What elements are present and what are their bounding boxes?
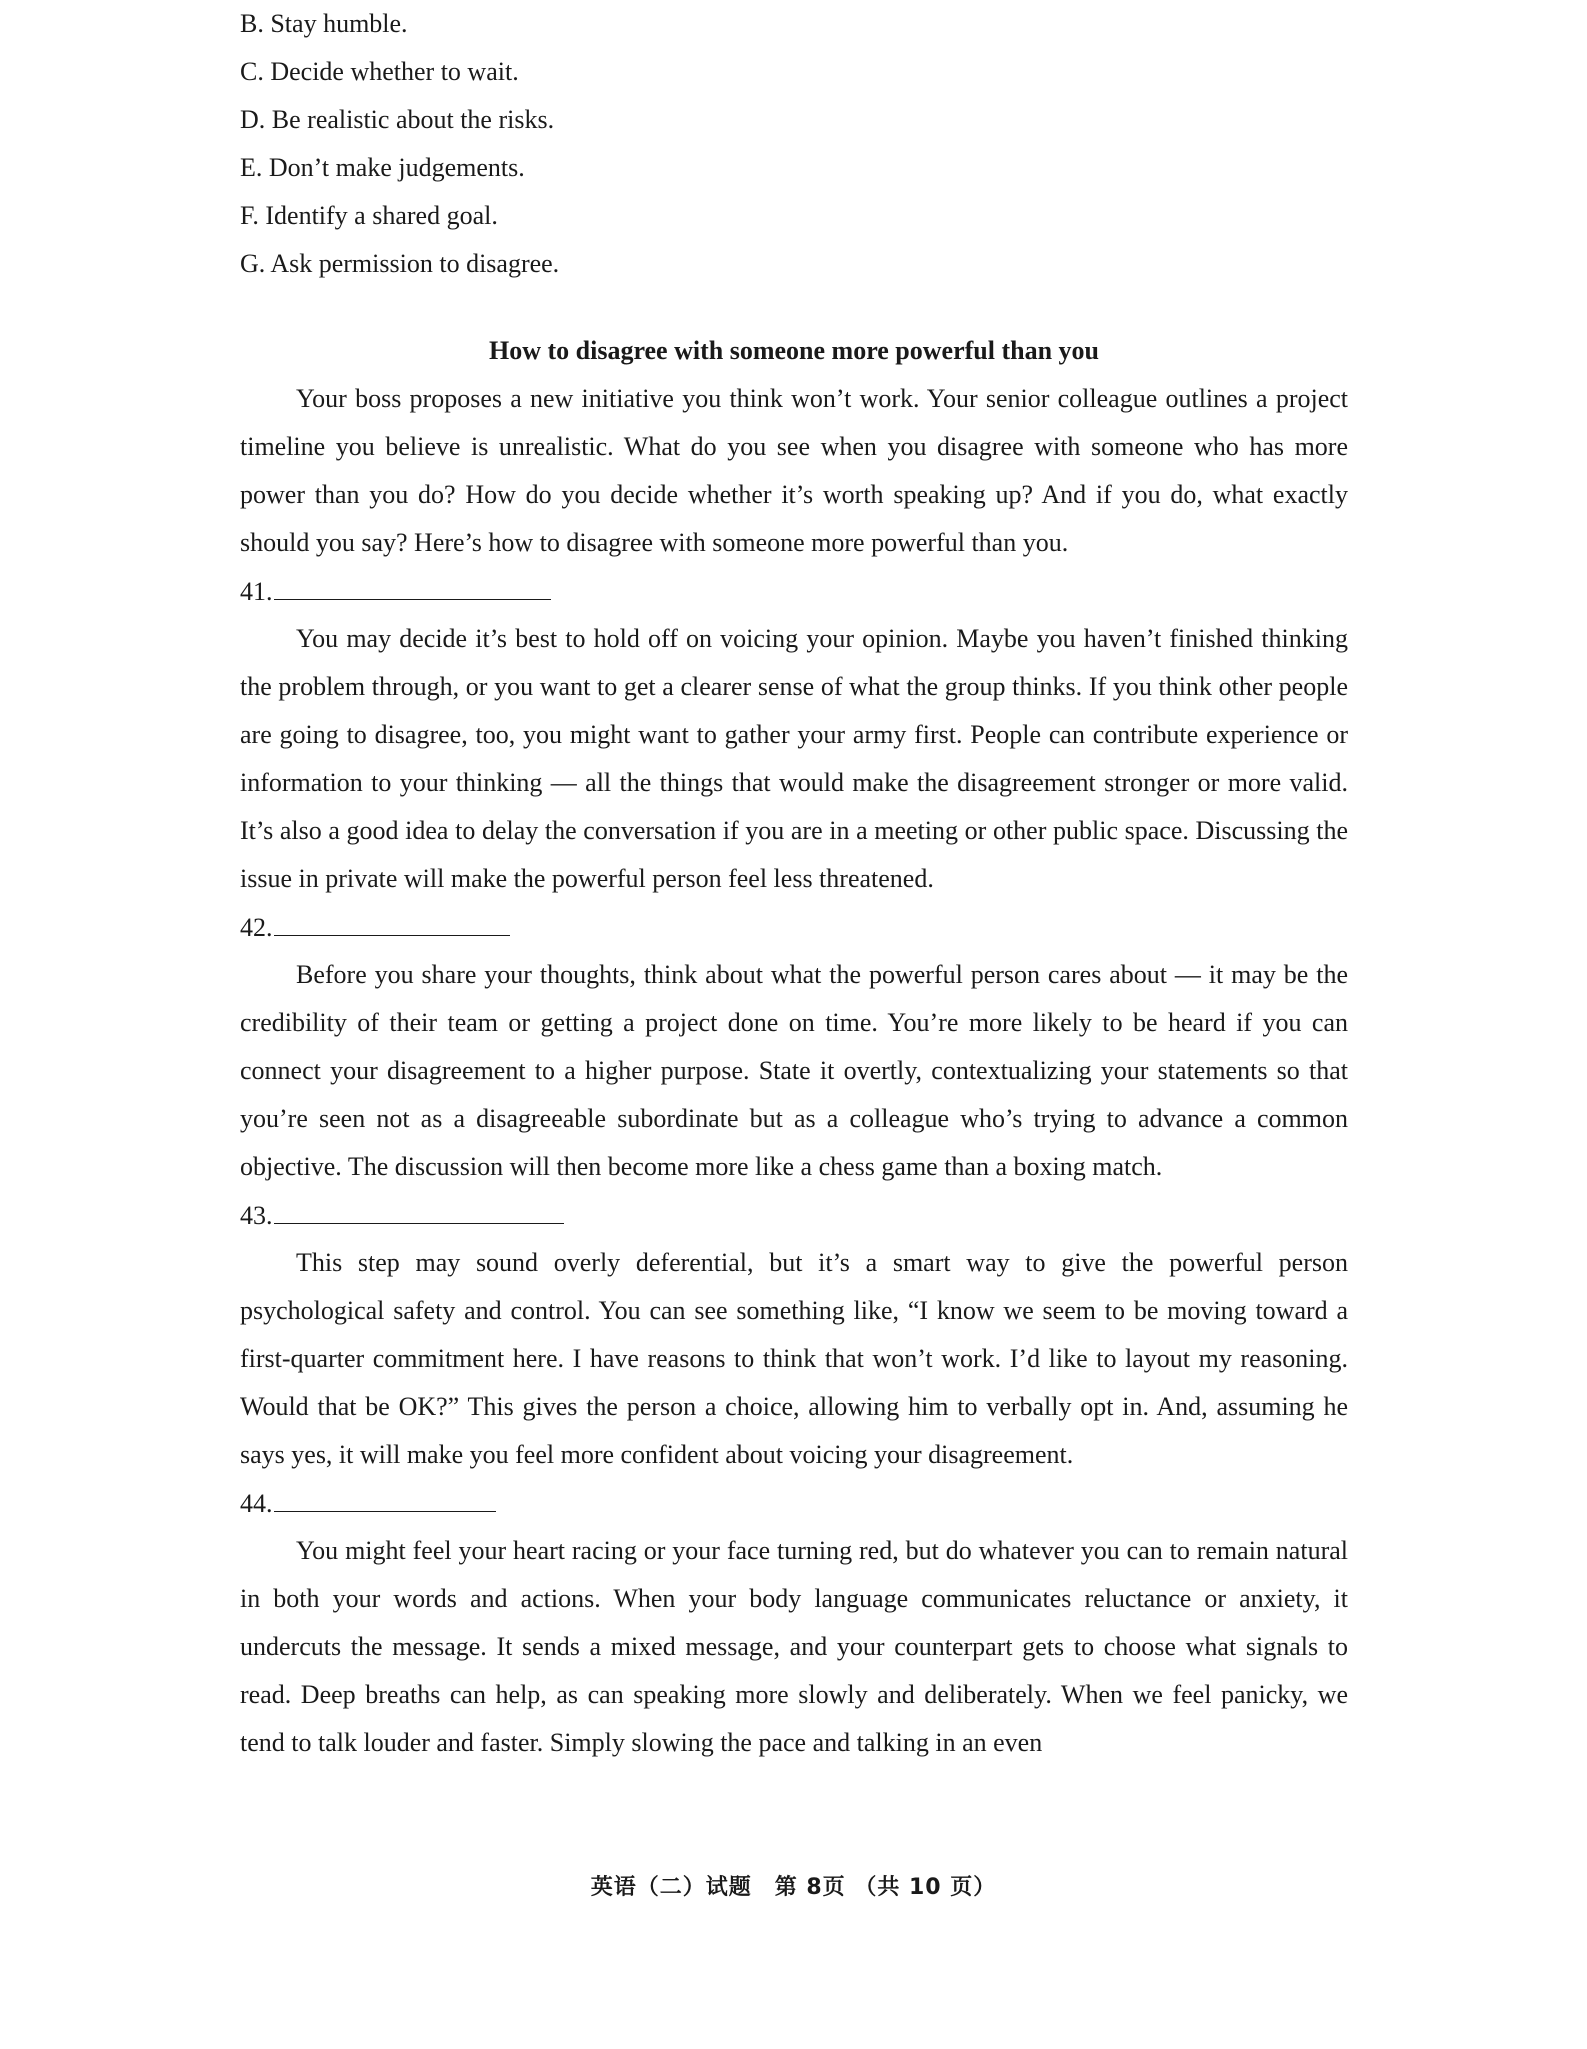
article-title: How to disagree with someone more powerful than you <box>488 336 1099 365</box>
intro-paragraph: Your boss proposes a new initiative you think won’t work. Your senior colleague outlines a project timeline you believe is unrealistic. What do you see when you disagree with someone who has more power than you do? How do you decide whether it’s worth speaking up? And if you do, what exactly should you say? Here’s how to disagree with someone more powerful than you. <box>240 384 1348 557</box>
answer-options-list <box>240 0 1348 288</box>
answer-blank-41[interactable] <box>274 567 551 600</box>
answer-blank-43[interactable] <box>274 1191 564 1224</box>
option-f: F. Identify a shared goal. <box>240 201 498 230</box>
question-41 <box>240 567 1348 615</box>
option-c: C. Decide whether to wait. <box>240 57 519 86</box>
option-g: G. Ask permission to disagree. <box>240 249 560 278</box>
question-42 <box>240 903 1348 951</box>
question-43 <box>240 1191 1348 1239</box>
page-content <box>240 0 1348 1767</box>
question-44 <box>240 1479 1348 1527</box>
option-b: B. Stay humble. <box>240 9 408 38</box>
question-43-number: 43. <box>240 1201 273 1230</box>
question-44-number: 44. <box>240 1489 273 1518</box>
page-footer: 英语（二）试题 第 8页 （共 10 页） <box>590 1875 997 1900</box>
question-41-number: 41. <box>240 577 273 606</box>
answer-blank-42[interactable] <box>274 903 510 936</box>
paragraph-43: This step may sound overly deferential, but it’s a smart way to give the powerful person psychological safety and control. You can see something like, “I know we seem to be moving toward a first-quarter commitment here. I have reasons to think that won’t work. I’d like to layout my reasoning. Would that be OK?” This gives the person a choice, allowing him to verbally opt in. And, assuming he says yes, it will make you feel more confident about voicing your disagreement. <box>240 1248 1348 1469</box>
paragraph-41: You may decide it’s best to hold off on voicing your opinion. Maybe you haven’t finished thinking the problem through, or you want to get a clearer sense of what the group thinks. If you think other people are going to disagree, too, you might want to gather your army first. People can contribute experience or information to your thinking — all the things that would make the disagreement stronger or more valid. It’s also a good idea to delay the conversation if you are in a meeting or other public space. Discussing the issue in private will make the powerful person feel less threatened. <box>240 624 1348 893</box>
paragraph-42: Before you share your thoughts, think about what the powerful person cares about — it may be the credibility of their team or getting a project done on time. You’re more likely to be heard if you can connect your disagreement to a higher purpose. State it overtly, contextualizing your statements so that you’re seen not as a disagreeable subordinate but as a colleague who’s trying to advance a common objective. The discussion will then become more like a chess game than a boxing match. <box>240 960 1348 1181</box>
option-d: D. Be realistic about the risks. <box>240 105 555 134</box>
paragraph-44: You might feel your heart racing or your face turning red, but do whatever you can to remain natural in both your words and actions. When your body language communicates reluctance or anxiety, it undercuts the message. It sends a mixed message, and your counterpart gets to choose what signals to read. Deep breaths can help, as can speaking more slowly and deliberately. When we feel panicky, we tend to talk louder and faster. Simply slowing the pace and talking in an even <box>240 1536 1348 1757</box>
question-42-number: 42. <box>240 913 273 942</box>
answer-blank-44[interactable] <box>274 1479 496 1512</box>
option-e: E. Don’t make judgements. <box>240 153 525 182</box>
